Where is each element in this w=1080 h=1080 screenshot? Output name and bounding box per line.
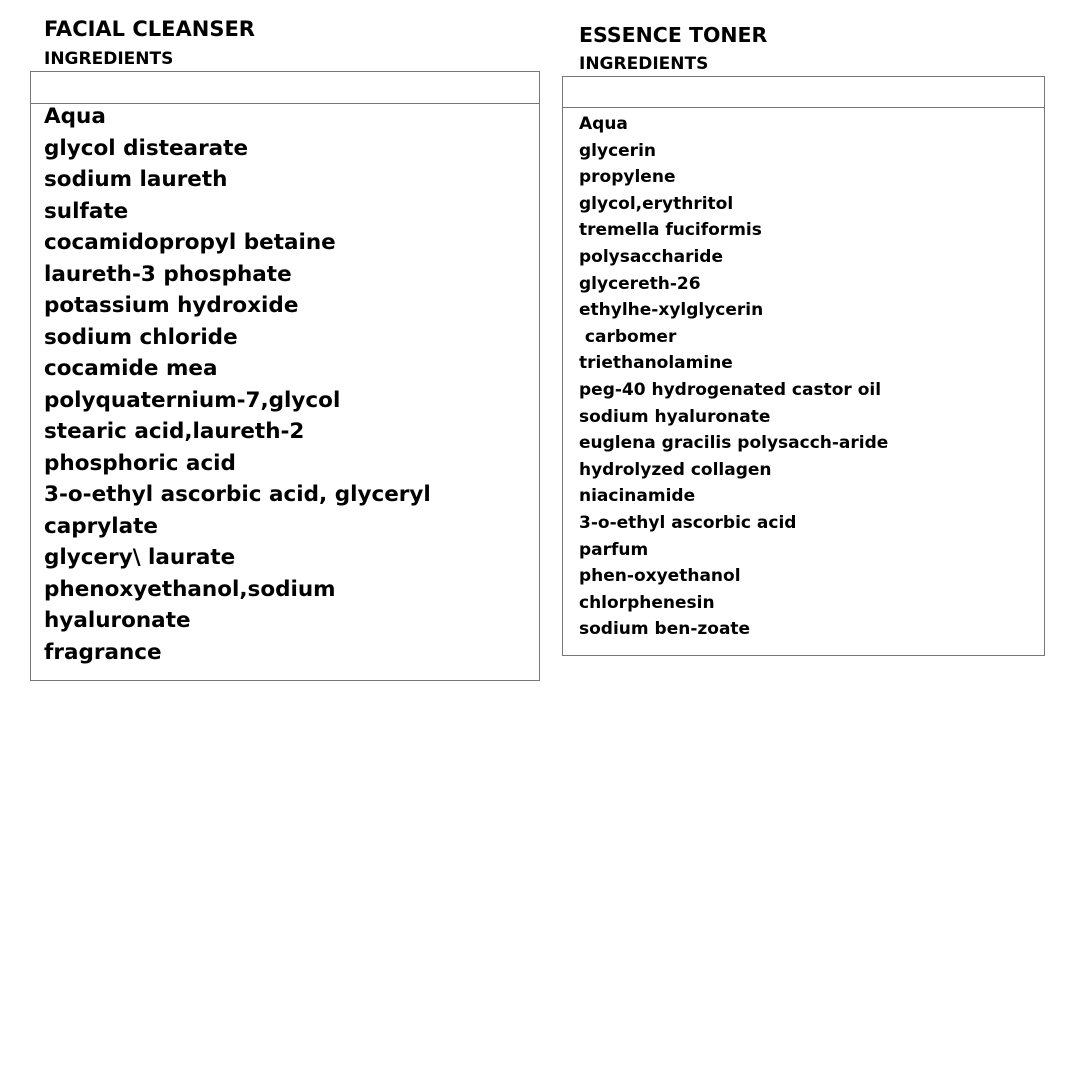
ingredient-item: hyaluronate bbox=[44, 608, 191, 633]
ingredient-item: caprylate bbox=[44, 513, 158, 539]
ingredient-item: tremella fuciformis bbox=[579, 220, 762, 241]
cleanser-ingredients-heading: INGREDIENTS bbox=[44, 49, 174, 69]
ingredient-item: glycereth-26 bbox=[579, 273, 701, 294]
ingredient-item: euglena gracilis polysacch-aride bbox=[579, 433, 889, 454]
ingredient-item: 3-o-ethyl ascorbic acid bbox=[579, 512, 797, 533]
ingredient-item: glycol,erythritol bbox=[579, 193, 734, 214]
ingredient-item: peg-40 hydrogenated castor oil bbox=[579, 379, 882, 400]
ingredient-item: sodium ben-zoate bbox=[579, 619, 751, 640]
toner-ingredient-list bbox=[579, 111, 888, 643]
ingredient-item: sodium laureth bbox=[44, 167, 228, 192]
ingredient-item: chlorphenesin bbox=[579, 592, 715, 613]
ingredient-item: propylene bbox=[579, 167, 676, 188]
ingredient-item: Aqua bbox=[44, 104, 106, 129]
cleanser-ingredient-list bbox=[44, 101, 431, 668]
ingredient-item: cocamide mea bbox=[44, 356, 218, 381]
toner-title: ESSENCE TONER bbox=[579, 23, 768, 47]
ingredient-item: phosphoric acid bbox=[44, 450, 236, 476]
ingredient-item: ethylhe-xylglycerin bbox=[579, 300, 764, 321]
ingredient-item: laureth-3 phosphate bbox=[44, 261, 292, 287]
ingredient-item: sulfate bbox=[44, 198, 129, 224]
ingredient-item: polyquaternium-7,glycol bbox=[44, 387, 341, 413]
ingredient-item: glycery\ laurate bbox=[44, 545, 236, 570]
ingredient-item: niacinamide bbox=[579, 486, 696, 507]
cleanser-box-header bbox=[31, 72, 539, 104]
ingredient-item: sodium hyaluronate bbox=[579, 406, 771, 427]
ingredient-item: triethanolamine bbox=[579, 353, 733, 374]
ingredient-item: potassium hydroxide bbox=[44, 293, 299, 318]
ingredient-item: polysaccharide bbox=[579, 246, 723, 267]
cleanser-title: FACIAL CLEANSER bbox=[44, 17, 255, 41]
ingredient-item: Aqua bbox=[579, 114, 628, 134]
ingredient-item: parfum bbox=[579, 539, 649, 560]
ingredient-item: glycol distearate bbox=[44, 135, 249, 161]
ingredient-item: phen-oxyethanol bbox=[579, 566, 741, 587]
ingredient-item: stearic acid,laureth-2 bbox=[44, 419, 305, 444]
ingredient-item: fragrance bbox=[44, 639, 162, 665]
ingredient-item: carbomer bbox=[579, 326, 677, 347]
ingredient-item: sodium chloride bbox=[44, 324, 238, 350]
toner-ingredients-heading: INGREDIENTS bbox=[579, 54, 709, 74]
ingredient-item: hydrolyzed collagen bbox=[579, 459, 772, 480]
ingredient-item: glycerin bbox=[579, 140, 656, 161]
ingredient-item: cocamidopropyl betaine bbox=[44, 230, 336, 255]
ingredient-item: phenoxyethanol,sodium bbox=[44, 576, 336, 602]
toner-box-header bbox=[563, 77, 1044, 108]
ingredient-item: 3-o-ethyl ascorbic acid, glyceryl bbox=[44, 482, 431, 507]
